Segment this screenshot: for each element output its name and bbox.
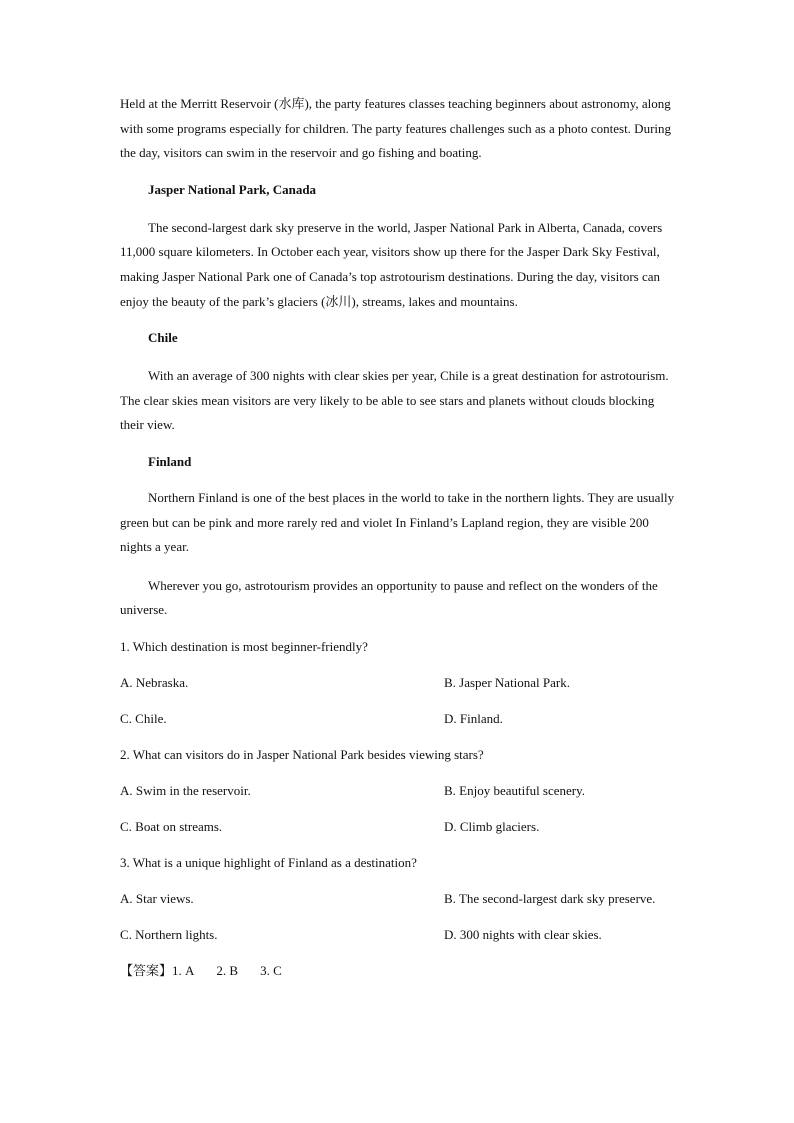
answer-item-2: 2. B [216,962,239,978]
question-3-option-c[interactable]: C. Northern lights. [120,926,218,942]
question-2-prompt: 2. What can visitors do in Jasper National Park besides viewing stars? [120,746,484,762]
question-1-option-a[interactable]: A. Nebraska. [120,674,189,690]
section-heading-chile: Chile [148,330,178,346]
question-3-prompt: 3. What is a unique highlight of Finland as a destination? [120,854,417,870]
question-3-options-row-1 [120,887,676,911]
question-3-option-d[interactable]: D. 300 nights with clear skies. [444,926,602,942]
answer-line [120,959,676,983]
question-1-options-row-2 [120,707,676,731]
question-3-options-row-2 [120,923,676,947]
answer-label: 【答案】 [120,962,173,978]
question-2-option-c[interactable]: C. Boat on streams. [120,818,223,834]
question-2-option-a[interactable]: A. Swim in the reservoir. [120,782,251,798]
section-text-finland: Northern Finland is one of the best places in the world to take in the northern lights. They are usually green but can be pink and more rarely red and violet In Finland’s Lapland region, they are visible 200 nights a year. [120,489,675,555]
answer-item-1: 1. A [172,962,195,978]
document-page [120,92,676,983]
question-3-option-b[interactable]: B. The second-largest dark sky preserve. [444,890,656,906]
question-3-option-a[interactable]: A. Star views. [120,890,194,906]
question-1-options-row-1 [120,671,676,695]
question-1-option-d[interactable]: D. Finland. [444,710,503,726]
question-1-option-c[interactable]: C. Chile. [120,710,167,726]
intro-paragraph: Held at the Merritt Reservoir (水库), the party features classes teaching beginners about astronomy, along with some programs especially for children. The party features challenges such as a photo contest. During the day, visitors can swim in the reservoir and go fishing and boating. [120,96,672,161]
question-2-option-b[interactable]: B. Enjoy beautiful scenery. [444,782,586,798]
question-2-option-d[interactable]: D. Climb glaciers. [444,818,540,834]
question-1-option-b[interactable]: B. Jasper National Park. [444,674,571,690]
answer-item-3: 3. C [260,962,282,978]
question-2-options-row-2 [120,815,676,839]
section-text-chile: With an average of 300 nights with clear skies per year, Chile is a great destination for astrotourism. The clear skies mean visitors are very likely to be able to see stars and planets without clouds blocking their view. [120,368,669,433]
closing-paragraph: Wherever you go, astrotourism provides an opportunity to pause and reflect on the wonders of the universe. [120,577,658,618]
section-heading-jasper: Jasper National Park, Canada [148,181,317,197]
section-text-jasper: The second-largest dark sky preserve in the world, Jasper National Park in Alberta, Canada, covers 11,000 square kilometers. In October each year, visitors show up there for the Jasper Dark Sky Festival, making Jasper National Park one of Canada’s top astrotourism destinations. During the day, visitors can enjoy the beauty of the park’s glaciers (冰川), streams, lakes and mountains. [120,219,663,309]
section-heading-finland: Finland [148,453,192,469]
question-2-options-row-1 [120,779,676,803]
question-1-prompt: 1. Which destination is most beginner-friendly? [120,638,368,654]
